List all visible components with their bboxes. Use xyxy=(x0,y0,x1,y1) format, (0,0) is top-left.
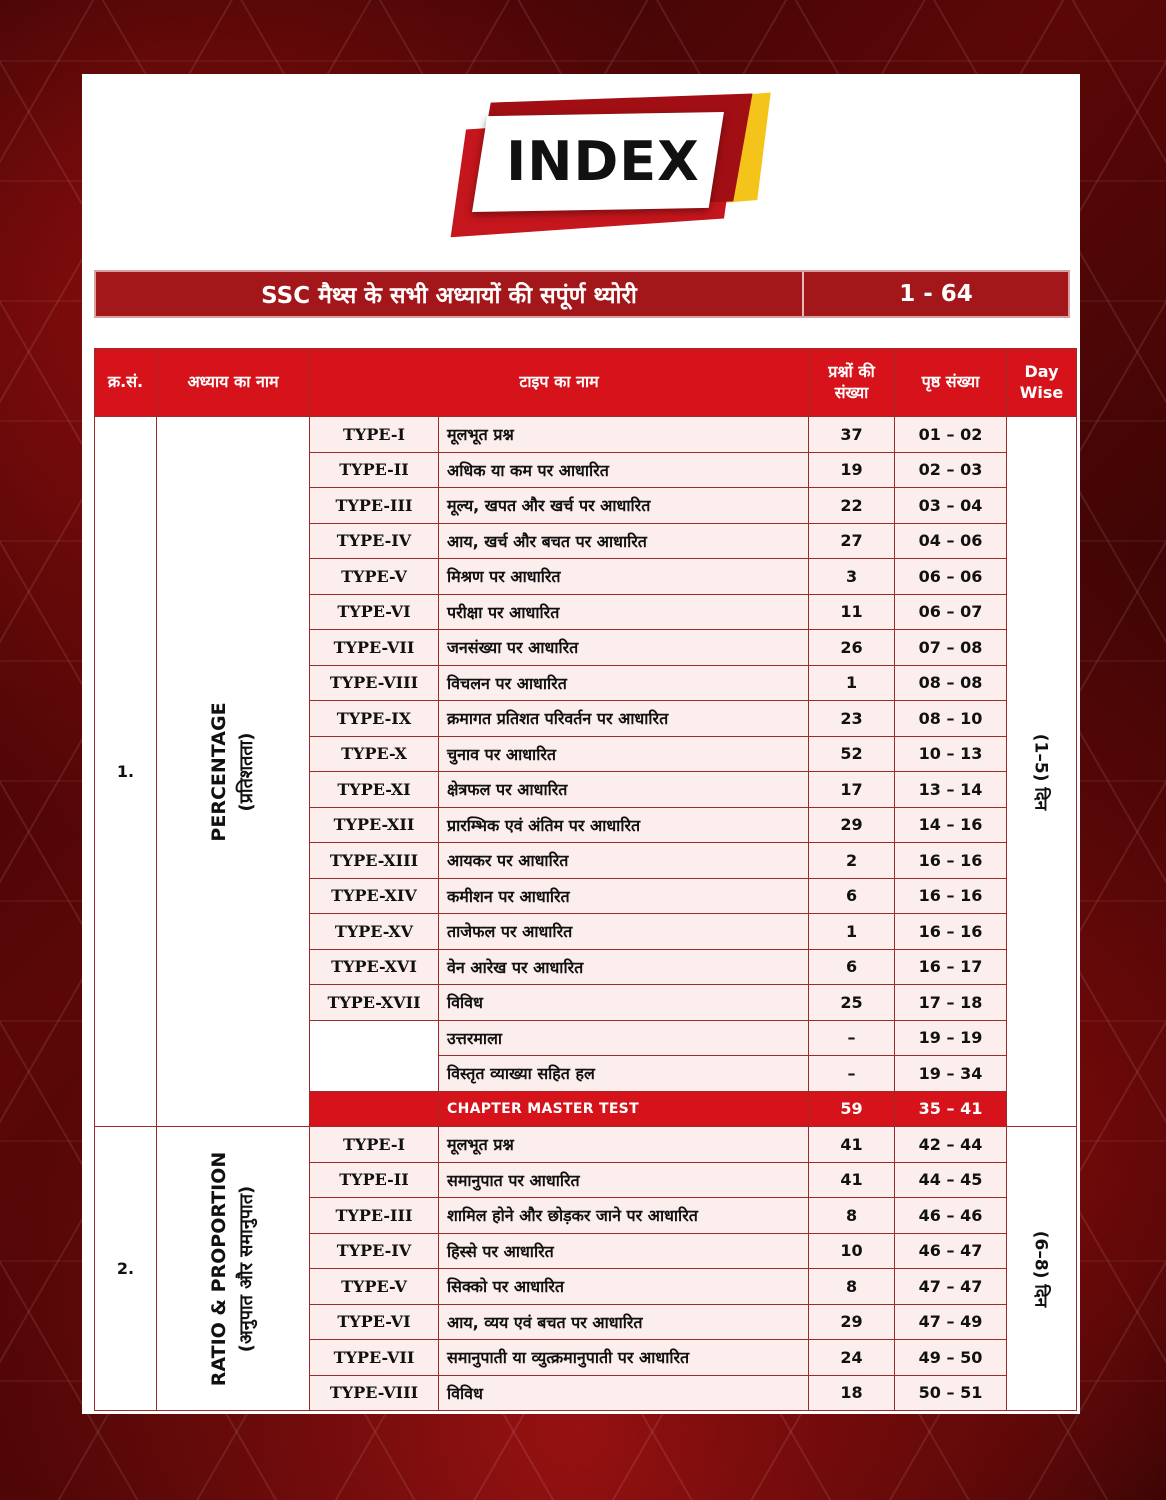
page-range: 16 – 16 xyxy=(895,914,1007,950)
page-range: 08 – 10 xyxy=(895,701,1007,737)
type-name: आय, व्यय एवं बचत पर आधारित xyxy=(439,1304,809,1340)
page-range: 49 – 50 xyxy=(895,1340,1007,1376)
type-name: विचलन पर आधारित xyxy=(439,665,809,701)
page-range: 50 – 51 xyxy=(895,1375,1007,1411)
day-wise-cell xyxy=(1007,417,1077,1127)
page-range: 16 – 16 xyxy=(895,878,1007,914)
page-range: 02 – 03 xyxy=(895,452,1007,488)
type-name: समानुपात पर आधारित xyxy=(439,1162,809,1198)
question-count: 27 xyxy=(809,523,895,559)
type-name: मूलभूत प्रश्न xyxy=(439,417,809,453)
index-page xyxy=(82,74,1080,1414)
chapter-number: 1. xyxy=(95,417,157,1127)
type-label: TYPE-II xyxy=(310,452,439,488)
type-name: उत्तरमाला xyxy=(439,1020,809,1056)
question-count: 29 xyxy=(809,807,895,843)
type-label: TYPE-XVI xyxy=(310,949,439,985)
page-range: 08 – 08 xyxy=(895,665,1007,701)
type-label: TYPE-IV xyxy=(310,523,439,559)
chapter-name-en: PERCENTAGE xyxy=(208,701,230,842)
chapter-name-en: RATIO & PROPORTION xyxy=(208,1151,230,1386)
chapter-name-cell xyxy=(157,417,310,1127)
page-range: 04 – 06 xyxy=(895,523,1007,559)
type-name: आय, खर्च और बचत पर आधारित xyxy=(439,523,809,559)
question-count: 19 xyxy=(809,452,895,488)
type-label: TYPE-VII xyxy=(310,1340,439,1376)
day-wise-cell xyxy=(1007,1127,1077,1411)
question-count: 11 xyxy=(809,594,895,630)
index-logo-text: INDEX xyxy=(506,130,700,193)
page-range: 19 – 34 xyxy=(895,1056,1007,1092)
type-name: चुनाव पर आधारित xyxy=(439,736,809,772)
header-sn: क्र.सं. xyxy=(95,349,157,417)
header-chapter: अध्याय का नाम xyxy=(157,349,310,417)
page-range: 16 – 16 xyxy=(895,843,1007,879)
type-label: TYPE-V xyxy=(310,559,439,595)
type-label: TYPE-IX xyxy=(310,701,439,737)
type-name: जनसंख्या पर आधारित xyxy=(439,630,809,666)
type-label: TYPE-I xyxy=(310,1127,439,1163)
type-label: TYPE-X xyxy=(310,736,439,772)
day-wise-label: (1–5) दिन xyxy=(1030,733,1051,810)
chapter-name-hi: (प्रतिशतता) xyxy=(236,731,257,812)
chapter-name-cell xyxy=(157,1127,310,1411)
section-heading-title: SSC मैथ्स के सभी अध्यायों की सपूंर्ण थ्योरी xyxy=(96,272,804,316)
type-name: मिश्रण पर आधारित xyxy=(439,559,809,595)
type-name: विविध xyxy=(439,1375,809,1411)
question-count: 10 xyxy=(809,1233,895,1269)
type-blank xyxy=(310,1020,439,1091)
type-name: हिस्से पर आधारित xyxy=(439,1233,809,1269)
page-range: 06 – 07 xyxy=(895,594,1007,630)
question-count: 41 xyxy=(809,1162,895,1198)
question-count: 23 xyxy=(809,701,895,737)
header-type: टाइप का नाम xyxy=(310,349,809,417)
question-count: 6 xyxy=(809,949,895,985)
type-label: TYPE-VIII xyxy=(310,665,439,701)
type-name: ताजेफल पर आधारित xyxy=(439,914,809,950)
question-count: – xyxy=(809,1020,895,1056)
type-name: परीक्षा पर आधारित xyxy=(439,594,809,630)
type-label: TYPE-XII xyxy=(310,807,439,843)
type-name: शामिल होने और छोड़कर जाने पर आधारित xyxy=(439,1198,809,1234)
page-range: 17 – 18 xyxy=(895,985,1007,1021)
index-logo xyxy=(452,92,757,242)
type-label: TYPE-I xyxy=(310,417,439,453)
question-count: 26 xyxy=(809,630,895,666)
type-name: क्षेत्रफल पर आधारित xyxy=(439,772,809,808)
page-range: 19 – 19 xyxy=(895,1020,1007,1056)
type-name: आयकर पर आधारित xyxy=(439,843,809,879)
page-range: 13 – 14 xyxy=(895,772,1007,808)
type-name: समानुपाती या व्युत्क्रमानुपाती पर आधारित xyxy=(439,1340,809,1376)
day-wise-label: (6–8) दिन xyxy=(1030,1230,1051,1307)
page-range: 35 – 41 xyxy=(895,1091,1007,1127)
question-count: 52 xyxy=(809,736,895,772)
type-name: सिक्को पर आधारित xyxy=(439,1269,809,1305)
header-day: Day Wise xyxy=(1007,349,1077,417)
type-label: TYPE-III xyxy=(310,488,439,524)
page-range: 44 – 45 xyxy=(895,1162,1007,1198)
type-label: TYPE-XIII xyxy=(310,843,439,879)
question-count: 17 xyxy=(809,772,895,808)
type-name: विस्तृत व्याख्या सहित हल xyxy=(439,1056,809,1092)
type-name: विविध xyxy=(439,985,809,1021)
table-row xyxy=(95,417,1077,453)
page-range: 07 – 08 xyxy=(895,630,1007,666)
type-name: मूलभूत प्रश्न xyxy=(439,1127,809,1163)
question-count: 22 xyxy=(809,488,895,524)
question-count: 1 xyxy=(809,665,895,701)
section-heading-pages: 1 - 64 xyxy=(899,281,973,307)
question-count: 2 xyxy=(809,843,895,879)
question-count: 24 xyxy=(809,1340,895,1376)
question-count: 8 xyxy=(809,1269,895,1305)
type-label: TYPE-V xyxy=(310,1269,439,1305)
type-label: TYPE-XV xyxy=(310,914,439,950)
question-count: 6 xyxy=(809,878,895,914)
page-range: 47 – 47 xyxy=(895,1269,1007,1305)
type-label: TYPE-XI xyxy=(310,772,439,808)
table-header-row xyxy=(95,349,1077,417)
table-row xyxy=(95,1127,1077,1163)
type-name: वेन आरेख पर आधारित xyxy=(439,949,809,985)
type-name: अधिक या कम पर आधारित xyxy=(439,452,809,488)
chapter-name-hi: (अनुपात और समानुपात) xyxy=(236,1185,257,1352)
question-count: 1 xyxy=(809,914,895,950)
header-page: पृष्ठ संख्या xyxy=(895,349,1007,417)
type-blank xyxy=(310,1091,439,1127)
chapter-master-test-label: CHAPTER MASTER TEST xyxy=(439,1091,809,1127)
type-name: कमीशन पर आधारित xyxy=(439,878,809,914)
type-label: TYPE-IV xyxy=(310,1233,439,1269)
section-heading-bar xyxy=(94,270,1070,318)
question-count: – xyxy=(809,1056,895,1092)
header-questions: प्रश्नों की संख्या xyxy=(809,349,895,417)
type-label: TYPE-XIV xyxy=(310,878,439,914)
type-label: TYPE-VI xyxy=(310,594,439,630)
question-count: 18 xyxy=(809,1375,895,1411)
page-range: 14 – 16 xyxy=(895,807,1007,843)
index-table xyxy=(94,348,1077,1411)
page-range: 42 – 44 xyxy=(895,1127,1007,1163)
question-count: 59 xyxy=(809,1091,895,1127)
page-range: 03 – 04 xyxy=(895,488,1007,524)
question-count: 3 xyxy=(809,559,895,595)
page-range: 46 – 46 xyxy=(895,1198,1007,1234)
type-label: TYPE-VII xyxy=(310,630,439,666)
question-count: 8 xyxy=(809,1198,895,1234)
question-count: 25 xyxy=(809,985,895,1021)
type-label: TYPE-III xyxy=(310,1198,439,1234)
page-range: 01 – 02 xyxy=(895,417,1007,453)
chapter-number: 2. xyxy=(95,1127,157,1411)
question-count: 29 xyxy=(809,1304,895,1340)
question-count: 37 xyxy=(809,417,895,453)
type-name: क्रमागत प्रतिशत परिवर्तन पर आधारित xyxy=(439,701,809,737)
page-range: 06 – 06 xyxy=(895,559,1007,595)
type-label: TYPE-XVII xyxy=(310,985,439,1021)
type-label: TYPE-II xyxy=(310,1162,439,1198)
page-range: 16 – 17 xyxy=(895,949,1007,985)
type-label: TYPE-VI xyxy=(310,1304,439,1340)
page-range: 46 – 47 xyxy=(895,1233,1007,1269)
page-range: 10 – 13 xyxy=(895,736,1007,772)
page-range: 47 – 49 xyxy=(895,1304,1007,1340)
question-count: 41 xyxy=(809,1127,895,1163)
type-label: TYPE-VIII xyxy=(310,1375,439,1411)
type-name: मूल्य, खपत और खर्च पर आधारित xyxy=(439,488,809,524)
type-name: प्रारम्भिक एवं अंतिम पर आधारित xyxy=(439,807,809,843)
